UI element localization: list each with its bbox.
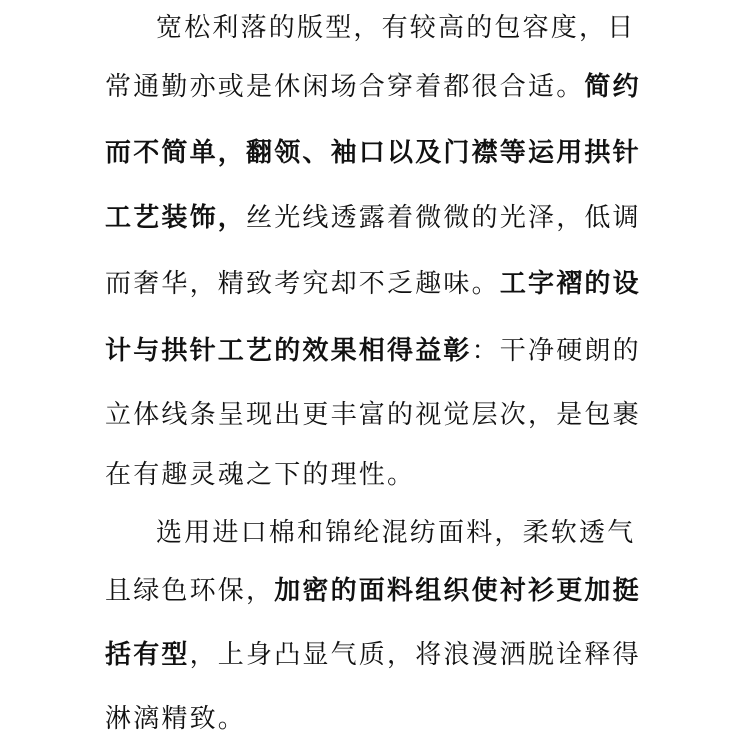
text-run: ，上身凸显气质，将浪漫洒脱诠释得: [189, 640, 641, 670]
text-run: 丝光线透露着微微的光泽，低调: [246, 203, 641, 233]
paragraph-1-line-3: [105, 136, 650, 170]
paragraph-1-line-7: [105, 398, 650, 432]
paragraph-1-line-5: [105, 267, 650, 301]
text-run: 而奢华，精致考究却不乏趣味。: [105, 269, 500, 299]
paragraph-2-line-2: [105, 574, 650, 608]
bold-text-run: 而不简单，翻领、袖口以及门襟等运用拱针: [105, 138, 641, 168]
text-run: 常通勤亦或是休闲场合穿着都很合适。: [105, 72, 585, 102]
text-run: ：干净硬朗的: [471, 336, 641, 366]
bold-text-run: 计与拱针工艺的效果相得益彰: [105, 336, 472, 366]
bold-text-run: 工字褶的设: [499, 269, 641, 299]
paragraph-1-line-2: [105, 70, 650, 104]
paragraph-1-line-8: [105, 458, 650, 492]
text-run: 淋漓精致。: [105, 704, 247, 734]
text-run: 选用进口棉和锦纶混纺面料，柔软透气: [156, 518, 636, 548]
text-run: 宽松利落的版型，有较高的包容度，日: [156, 13, 636, 43]
paragraph-2-line-4: [105, 702, 650, 736]
bold-text-run: 加密的面料组织使衬衫更加挺: [274, 576, 641, 606]
paragraph-1-line-4: [105, 201, 650, 235]
paragraph-1-line-6: [105, 334, 650, 368]
text-run: 立体线条呈现出更丰富的视觉层次，是包裹: [105, 400, 641, 430]
paragraph-2-line-1: [156, 516, 650, 550]
text-run: 且绿色环保，: [105, 576, 275, 606]
text-run: 在有趣灵魂之下的理性。: [105, 460, 416, 490]
paragraph-2-line-3: [105, 638, 650, 672]
paragraph-1-line-1: [156, 11, 650, 45]
bold-text-run: 括有型: [105, 640, 190, 670]
bold-text-run: 工艺装饰，: [105, 203, 247, 233]
bold-text-run: 简约: [584, 72, 641, 102]
